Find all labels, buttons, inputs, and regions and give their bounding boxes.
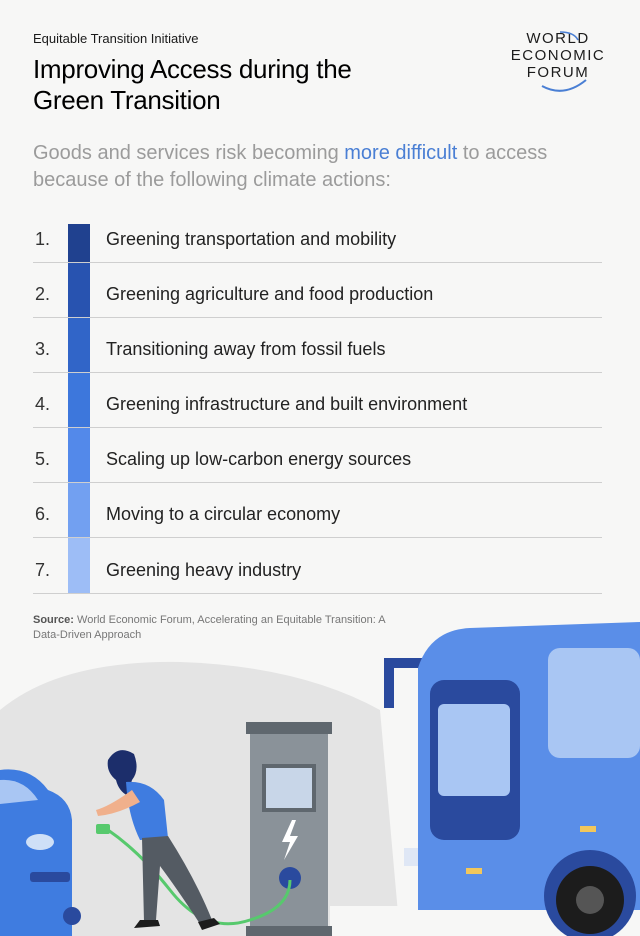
charging-station: [246, 722, 332, 936]
wef-logo[interactable]: [498, 28, 618, 98]
wef-logo-arc-icon: [498, 28, 618, 98]
logo-line-world: WORLD: [526, 30, 590, 47]
list-item: [33, 373, 602, 428]
item-color-bar: [68, 373, 90, 427]
list-item: [33, 483, 602, 538]
subtitle-text-end: to access because of the following climate actions:: [33, 142, 548, 191]
item-color-bar: [68, 428, 90, 482]
item-label: Greening heavy industry: [106, 560, 302, 580]
subtitle-highlight: more difficult: [344, 142, 458, 164]
list-item: [33, 263, 602, 318]
list-item: [33, 224, 602, 263]
item-number: 7.: [35, 560, 51, 580]
source-label: Source:: [33, 614, 74, 626]
item-label: Moving to a circular economy: [106, 504, 341, 524]
page-title: Improving Access during the Green Transition: [33, 54, 352, 115]
item-number: 5.: [35, 449, 51, 469]
item-label: Greening transportation and mobility: [106, 229, 397, 249]
climate-actions-list: [33, 224, 602, 594]
item-color-bar: [68, 224, 90, 262]
source-text: World Economic Forum, Accelerating an Equitable Transition: A Data-Driven Approach: [33, 614, 385, 641]
item-number: 4.: [35, 394, 51, 414]
logo-line-economic: ECONOMIC: [510, 47, 606, 64]
item-color-bar: [68, 483, 90, 537]
kicker-text: Equitable Transition Initiative: [33, 31, 199, 46]
subtitle: [33, 140, 593, 194]
item-label: Greening agriculture and food production: [106, 284, 434, 304]
item-number: 1.: [35, 229, 51, 249]
logo-line-forum: FORUM: [526, 64, 590, 81]
item-color-bar: [68, 318, 90, 372]
bus: [384, 622, 640, 936]
item-label: Scaling up low-carbon energy sources: [106, 449, 412, 469]
item-label: Greening infrastructure and built environment: [106, 394, 468, 414]
item-label: Transitioning away from fossil fuels: [106, 339, 386, 359]
item-color-bar: [68, 263, 90, 317]
item-number: 2.: [35, 284, 51, 304]
item-number: 6.: [35, 504, 51, 524]
item-number: 3.: [35, 339, 51, 359]
illustration: [0, 620, 640, 936]
list-item: [33, 428, 602, 483]
list-item: [33, 538, 602, 594]
list-item: [33, 318, 602, 373]
item-color-bar: [68, 538, 90, 593]
subtitle-text: Goods and services risk becoming: [33, 142, 345, 164]
